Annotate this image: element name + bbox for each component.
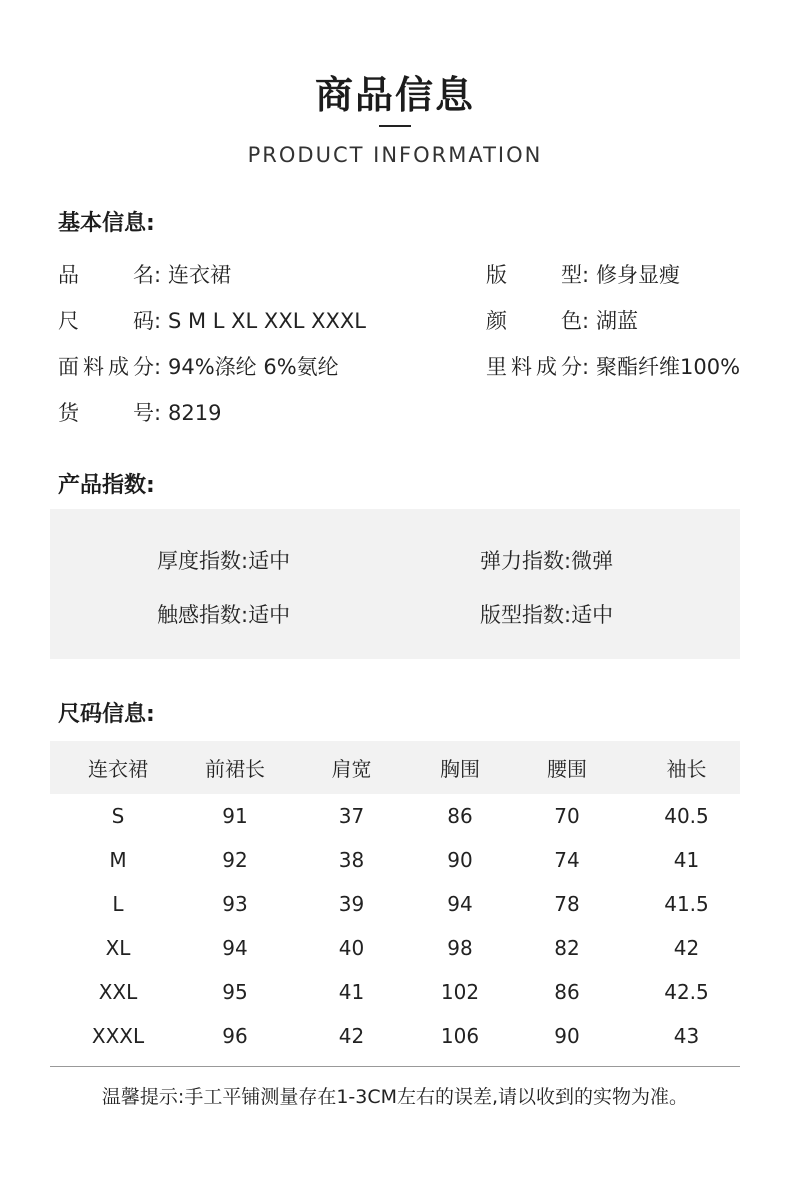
title-underline bbox=[379, 125, 411, 127]
table-cell: 41 bbox=[338, 980, 365, 1004]
table-cell: S bbox=[111, 804, 125, 828]
table-cell: 93 bbox=[222, 892, 248, 916]
info-fit-value: 修身显瘦 bbox=[596, 263, 680, 287]
table-row bbox=[50, 838, 740, 882]
table-row bbox=[50, 794, 740, 838]
table-cell: 96 bbox=[222, 1024, 248, 1048]
table-row bbox=[50, 1014, 740, 1058]
index-thickness: 厚度指数:适中 bbox=[157, 549, 291, 573]
index-fit: 版型指数:适中 bbox=[480, 603, 614, 627]
table-cell: 90 bbox=[447, 848, 473, 872]
table-cell: XXL bbox=[98, 980, 138, 1004]
info-name: 品名: 连衣裙 bbox=[58, 260, 231, 290]
table-cell: L bbox=[112, 892, 124, 916]
info-sku-value: 8219 bbox=[168, 401, 222, 425]
info-size-value: S M L XL XXL XXXL bbox=[168, 309, 366, 333]
table-cell: 41 bbox=[673, 848, 700, 872]
table-cell: 91 bbox=[222, 804, 248, 828]
info-sku-label: 货号 bbox=[58, 401, 154, 425]
info-name-label: 品名 bbox=[58, 263, 154, 287]
header-cell: 前裙长 bbox=[205, 757, 265, 781]
table-cell: 38 bbox=[338, 848, 365, 872]
info-lining-label: 里料成分 bbox=[486, 355, 582, 379]
info-fabric: 面料成分: 94%涤纶 6%氨纶 bbox=[58, 352, 339, 382]
info-fit: 版型: 修身显瘦 bbox=[486, 260, 680, 290]
index-elasticity: 弹力指数:微弹 bbox=[480, 549, 614, 573]
table-row bbox=[50, 926, 740, 970]
table-cell: 41.5 bbox=[664, 892, 709, 916]
page-title: 商品信息 bbox=[314, 73, 475, 117]
info-sku: 货号: 8219 bbox=[58, 398, 221, 428]
measurement-tip: 温馨提示:手工平铺测量存在1-3CM左右的误差,请以收到的实物为准。 bbox=[101, 1086, 689, 1108]
table-cell: 102 bbox=[440, 980, 480, 1004]
info-color-value: 湖蓝 bbox=[596, 309, 638, 333]
table-cell: 95 bbox=[222, 980, 248, 1004]
info-size-label: 尺码 bbox=[58, 309, 154, 333]
table-cell: 40 bbox=[338, 936, 365, 960]
table-cell: 86 bbox=[447, 804, 473, 828]
divider bbox=[50, 1066, 740, 1067]
table-cell: 92 bbox=[222, 848, 248, 872]
table-cell: 78 bbox=[554, 892, 580, 916]
table-cell: 82 bbox=[554, 936, 580, 960]
page-subtitle: PRODUCT INFORMATION bbox=[247, 143, 543, 167]
info-size: 尺码: S M L XL XXL XXXL bbox=[58, 306, 366, 336]
table-cell: 70 bbox=[554, 804, 580, 828]
info-color-label: 颜色 bbox=[486, 309, 582, 333]
table-cell: 74 bbox=[554, 848, 580, 872]
table-cell: 43 bbox=[673, 1024, 700, 1048]
info-lining: 里料成分: 聚酯纤维100% bbox=[486, 352, 740, 382]
header-cell: 胸围 bbox=[440, 757, 480, 781]
info-fit-label: 版型 bbox=[486, 263, 582, 287]
size-table-header bbox=[50, 741, 740, 794]
table-cell: 39 bbox=[338, 892, 365, 916]
table-cell: M bbox=[109, 848, 127, 872]
table-cell: 98 bbox=[447, 936, 473, 960]
table-cell: 90 bbox=[554, 1024, 580, 1048]
size-table bbox=[50, 741, 740, 1058]
product-index-heading: 产品指数: bbox=[58, 473, 155, 498]
info-fabric-label: 面料成分 bbox=[58, 355, 154, 379]
header-cell: 肩宽 bbox=[331, 757, 372, 781]
table-row bbox=[50, 970, 740, 1014]
table-row bbox=[50, 882, 740, 926]
table-cell: 42 bbox=[338, 1024, 365, 1048]
header-cell: 连衣裙 bbox=[88, 757, 148, 781]
info-name-value: 连衣裙 bbox=[168, 263, 231, 287]
table-cell: 37 bbox=[338, 804, 365, 828]
header-cell: 袖长 bbox=[666, 757, 707, 781]
info-color: 颜色: 湖蓝 bbox=[486, 306, 638, 336]
index-touch: 触感指数:适中 bbox=[157, 603, 291, 627]
table-cell: 42 bbox=[673, 936, 700, 960]
table-cell: 40.5 bbox=[664, 804, 709, 828]
info-fabric-value: 94%涤纶 6%氨纶 bbox=[168, 355, 339, 379]
table-cell: 86 bbox=[554, 980, 580, 1004]
table-cell: 106 bbox=[440, 1024, 480, 1048]
table-cell: XL bbox=[105, 936, 131, 960]
table-cell: XXXL bbox=[91, 1024, 145, 1048]
header-cell: 腰围 bbox=[547, 757, 587, 781]
table-cell: 94 bbox=[222, 936, 248, 960]
size-info-heading: 尺码信息: bbox=[58, 702, 155, 727]
table-cell: 94 bbox=[447, 892, 473, 916]
table-cell: 42.5 bbox=[664, 980, 709, 1004]
product-index-panel bbox=[50, 509, 740, 659]
basic-info-heading: 基本信息: bbox=[58, 211, 155, 236]
info-lining-value: 聚酯纤维100% bbox=[596, 355, 741, 379]
